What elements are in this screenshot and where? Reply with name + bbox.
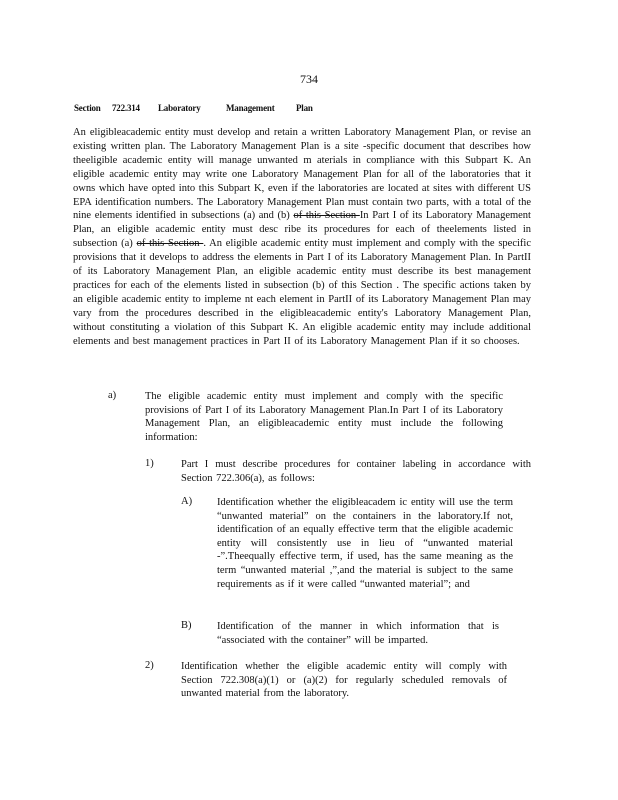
heading-title-word-2: Management	[226, 103, 275, 113]
item-A-marker: A)	[181, 496, 193, 507]
item-B-text: Identification of the manner in which information that is “associated with the container” will be imparted.	[217, 621, 499, 646]
item-2-marker: 2)	[145, 660, 154, 671]
item-a-marker: a)	[108, 390, 117, 401]
heading-title-word-3: Plan	[296, 103, 313, 113]
item-A-text: Identification whether the eligibleacadem ic entity will use the term “unwanted material” on the containers in the laboratory.If not, identification of an equally effective term that the eligible academic entity will consistently use in lieu of “unwanted material -”.Theequally effective term, if used, has the same meaning as the term “unwanted material ,”,and the material is subject to the same requirements as if it were called “unwanted material”; and	[217, 497, 513, 590]
intro-text-part-1: An eligibleacademic entity must develop and retain a written Laboratory Management Plan, or revise an existing written plan. The Laboratory Management Plan is a site -specific document that describes how theeligible academic entity will manage unwanted m aterials in compliance with this Subpart K. An eligible academic entity may write one Laboratory Management Plan for all of the laboratories that it owns which have opted into this Subpart K, even if the laboratories are located at sites with different US EPA identification numbers. The Laboratory Management Plan must contain two parts, with a total of the nine elements identified in subsections (a) and (b)	[73, 127, 531, 222]
section-heading	[74, 103, 313, 113]
heading-section-word: Section	[74, 103, 101, 113]
item-a-text: The eligible academic entity must implement and comply with the specific provisions of Part I of its Laboratory Management Plan.In Part I of its Laboratory Management Plan, an eligibleacademic entity must include the following information:	[145, 391, 503, 443]
struck-text-2: of this Section	[136, 238, 204, 250]
struck-text-1: of this Section	[293, 210, 360, 222]
intro-text-part-3: . An eligible academic entity must implement and comply with the specific provisions that it develops to address the elements in Part I of its Laboratory Management Plan. In PartII of its Laboratory Management Plan, an eligible academic entity must describe its best management practices for each of the elements listed in subsection (b) of this Section . The specific actions taken by an eligible academic entity to impleme nt each element in PartII of its Laboratory Management Plan may vary from the procedures described in the eligibleacademic entity's Laboratory Management Plan, without constituting a violation of this Subpart K. An eligible academic entity may include additional elements and best management practices in Part II of its Laboratory Management Plan if it so chooses.	[73, 238, 531, 347]
heading-section-number: 722.314	[112, 103, 140, 113]
heading-title-word-1: Laboratory	[158, 103, 201, 113]
intro-paragraph	[73, 126, 531, 349]
intro-text-part-2: In Part I of its Laboratory Management Plan, an eligible academic entity must desc ribe its procedures for each of theelements listed in subsection (a)	[73, 210, 531, 250]
item-1-text: Part I must describe procedures for container labeling in accordance with Section 722.306(a), as follows:	[181, 459, 531, 484]
item-B-marker: B)	[181, 620, 192, 631]
item-1-marker: 1)	[145, 458, 154, 469]
page-number: 734	[300, 72, 318, 86]
item-2-text: Identification whether the eligible academic entity will comply with Section 722.308(a)(1) or (a)(2) for regularly scheduled removals of unwanted material from the laboratory.	[181, 661, 507, 700]
